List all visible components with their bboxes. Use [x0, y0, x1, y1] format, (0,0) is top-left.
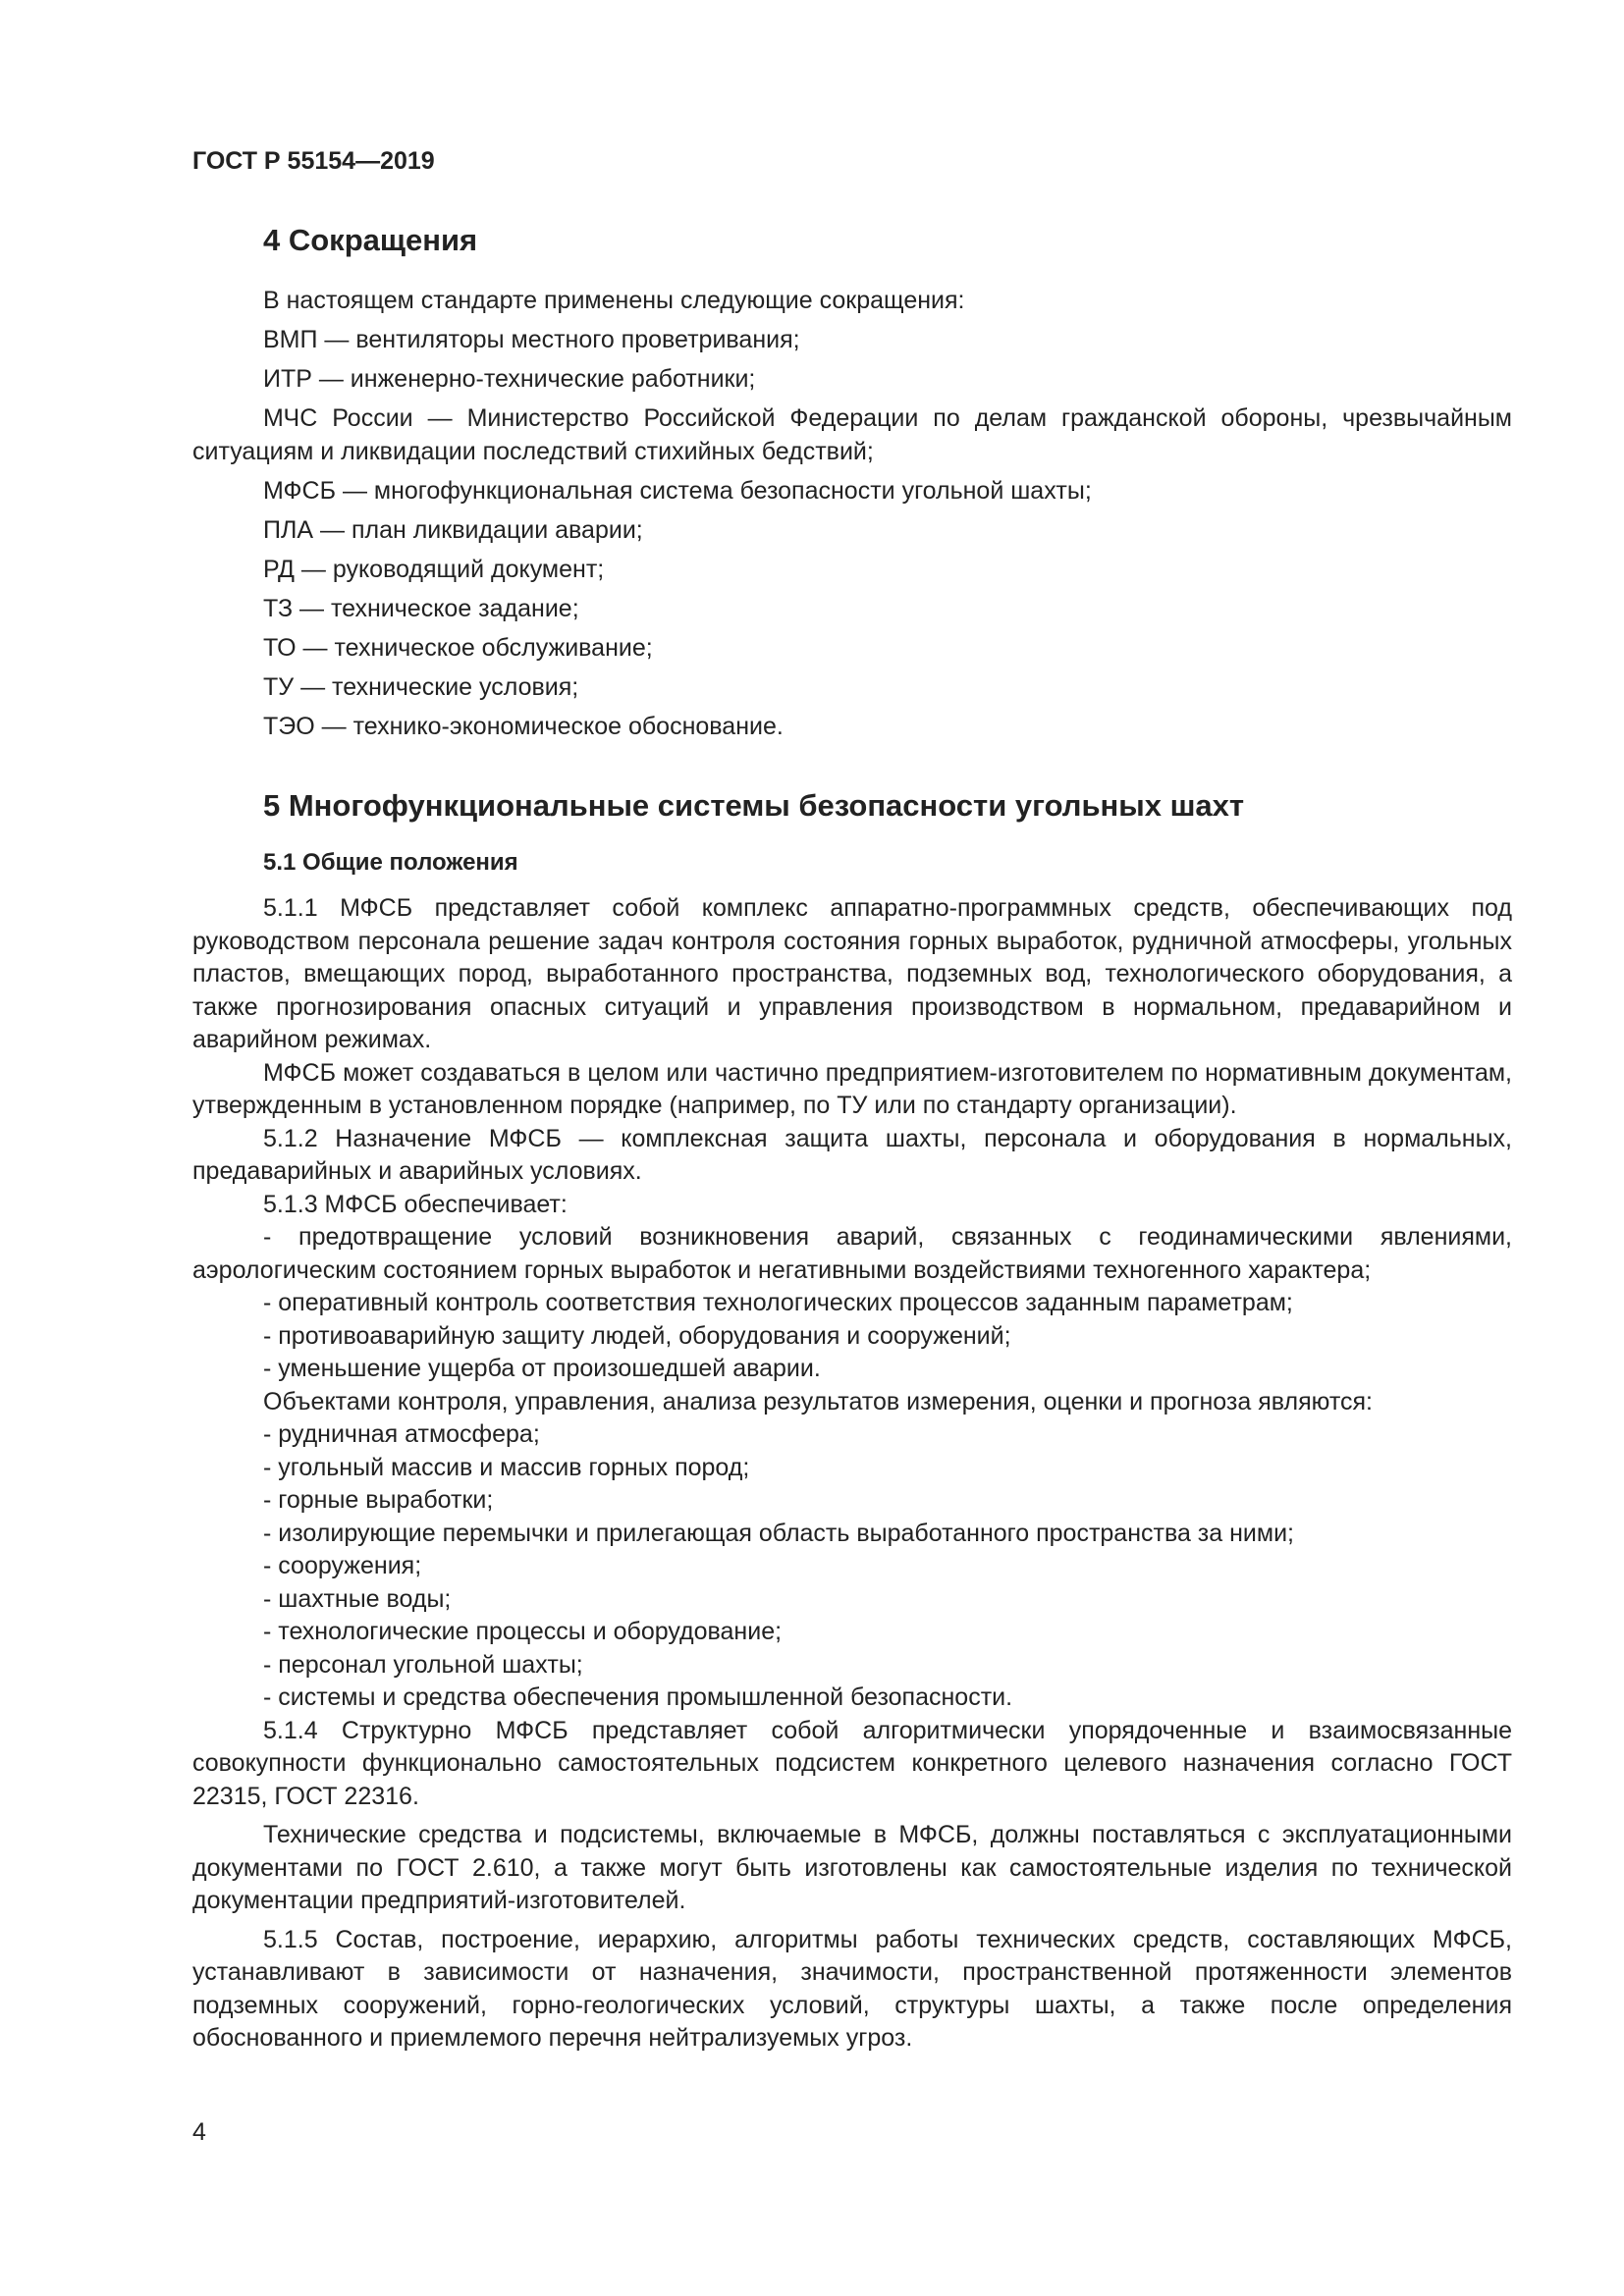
list-item: - рудничная атмосфера; — [263, 1420, 540, 1448]
abbreviation-item: РД — руководящий документ; — [263, 556, 605, 583]
paragraph: 5.1.2 Назначение МФСБ — комплексная защита шахты, персонала и оборудования в нормальных, предаварийных и аварийных условиях. — [192, 1124, 1512, 1185]
paragraph: Объектами контроля, управления, анализа результатов измерения, оценки и прогноза являются: — [263, 1387, 1373, 1415]
list-item: - технологические процессы и оборудование; — [263, 1618, 783, 1645]
section-5-title: 5 Многофункциональные системы безопасности угольных шахт — [263, 788, 1245, 823]
document-page — [192, 147, 1512, 2056]
abbreviation-item: ИТР — инженерно-технические работники; — [263, 365, 756, 393]
abbreviation-item: МФСБ — многофункциональная система безопасности угольной шахты; — [263, 477, 1092, 505]
abbreviations-intro: В настоящем стандарте применены следующие сокращения: — [263, 287, 965, 314]
list-item: - сооружения; — [263, 1552, 422, 1579]
list-item: - персонал угольной шахты; — [263, 1650, 583, 1679]
paragraph: 5.1.3 МФСБ обеспечивает: — [263, 1190, 568, 1218]
page-number: 4 — [192, 2118, 206, 2146]
section-5-body — [192, 892, 1512, 2056]
paragraph: МФСБ может создаваться в целом или частично предприятием-изготовителем по нормативным документам, утвержденным в установленном порядке (например, по ТУ или по стандарту организации). — [192, 1058, 1512, 1119]
list-item: - шахтные воды; — [263, 1584, 452, 1613]
list-item: - уменьшение ущерба от произошедшей аварии. — [263, 1355, 821, 1382]
list-item: - горные выработки; — [263, 1486, 494, 1514]
list-item: - оперативный контроль соответствия технологических процессов заданным параметрам; — [263, 1289, 1293, 1316]
abbreviations-list — [192, 284, 1512, 743]
section-4-title: 4 Сокращения — [263, 223, 478, 257]
document-code: ГОСТ Р 55154—2019 — [192, 147, 435, 175]
abbreviation-item: ВМП — вентиляторы местного проветривания; — [263, 326, 800, 353]
paragraph: 5.1.4 Структурно МФСБ представляет собой алгоритмически упорядоченные и взаимосвязанные совокупности функционально самостоятельных подсистем конкретного целевого назначения согласно ГОСТ 22315, ГОСТ 22316. — [192, 1716, 1512, 1810]
paragraph: 5.1.1 МФСБ представляет собой комплекс аппаратно-программных средств, обеспечивающих под руководством персонала решение задач контроля состояния горных выработок, рудничной атмосферы, угольных пластов, вмещающих пород, выработанного пространства, подземных вод, технологического оборудования, а также прогнозирования опасных ситуаций и управления производством в нормальном, предаварийном и аварийном режимах. — [192, 894, 1512, 1053]
subsection-5-1-title: 5.1 Общие положения — [263, 849, 518, 876]
abbreviation-item: ПЛА — план ликвидации аварии; — [263, 516, 643, 544]
paragraph: Технические средства и подсистемы, включаемые в МФСБ, должны поставляться с эксплуатационными документами по ГОСТ 2.610, а также могут быть изготовлены как самостоятельные изделия по технической документации предприятий-изготовителей. — [192, 1821, 1512, 1914]
abbreviation-item: МЧС России — Министерство Российской Федерации по делам гражданской обороны, чрезвычайным ситуациям и ликвидации последствий стихийных бедствий; — [192, 404, 1512, 465]
list-item: - противоаварийную защиту людей, оборудования и сооружений; — [263, 1321, 1011, 1350]
list-item: - системы и средства обеспечения промышленной безопасности. — [263, 1683, 1013, 1711]
abbreviation-item: ТУ — технические условия; — [263, 673, 579, 701]
list-item: - изолирующие перемычки и прилегающая область выработанного пространства за ними; — [263, 1519, 1294, 1547]
abbreviation-item: ТО — техническое обслуживание; — [263, 634, 653, 662]
abbreviation-item: ТЭО — технико-экономическое обоснование. — [263, 713, 784, 740]
list-item: - предотвращение условий возникновения аварий, связанных с геодинамическими явлениями, аэрологическим состоянием горных выработок и негативными воздействиями техногенного характера; — [192, 1223, 1512, 1284]
list-item: - угольный массив и массив горных пород; — [263, 1453, 750, 1481]
abbreviation-item: ТЗ — техническое задание; — [263, 595, 579, 622]
paragraph: 5.1.5 Состав, построение, иерархию, алгоритмы работы технических средств, составляющих МФСБ, устанавливают в зависимости от назначения, значимости, пространственной протяженности элементов подземных сооружений, горно-геологических условий, структуры шахты, а также после определения обоснованного и приемлемого перечня нейтрализуемых угроз. — [192, 1925, 1512, 2052]
